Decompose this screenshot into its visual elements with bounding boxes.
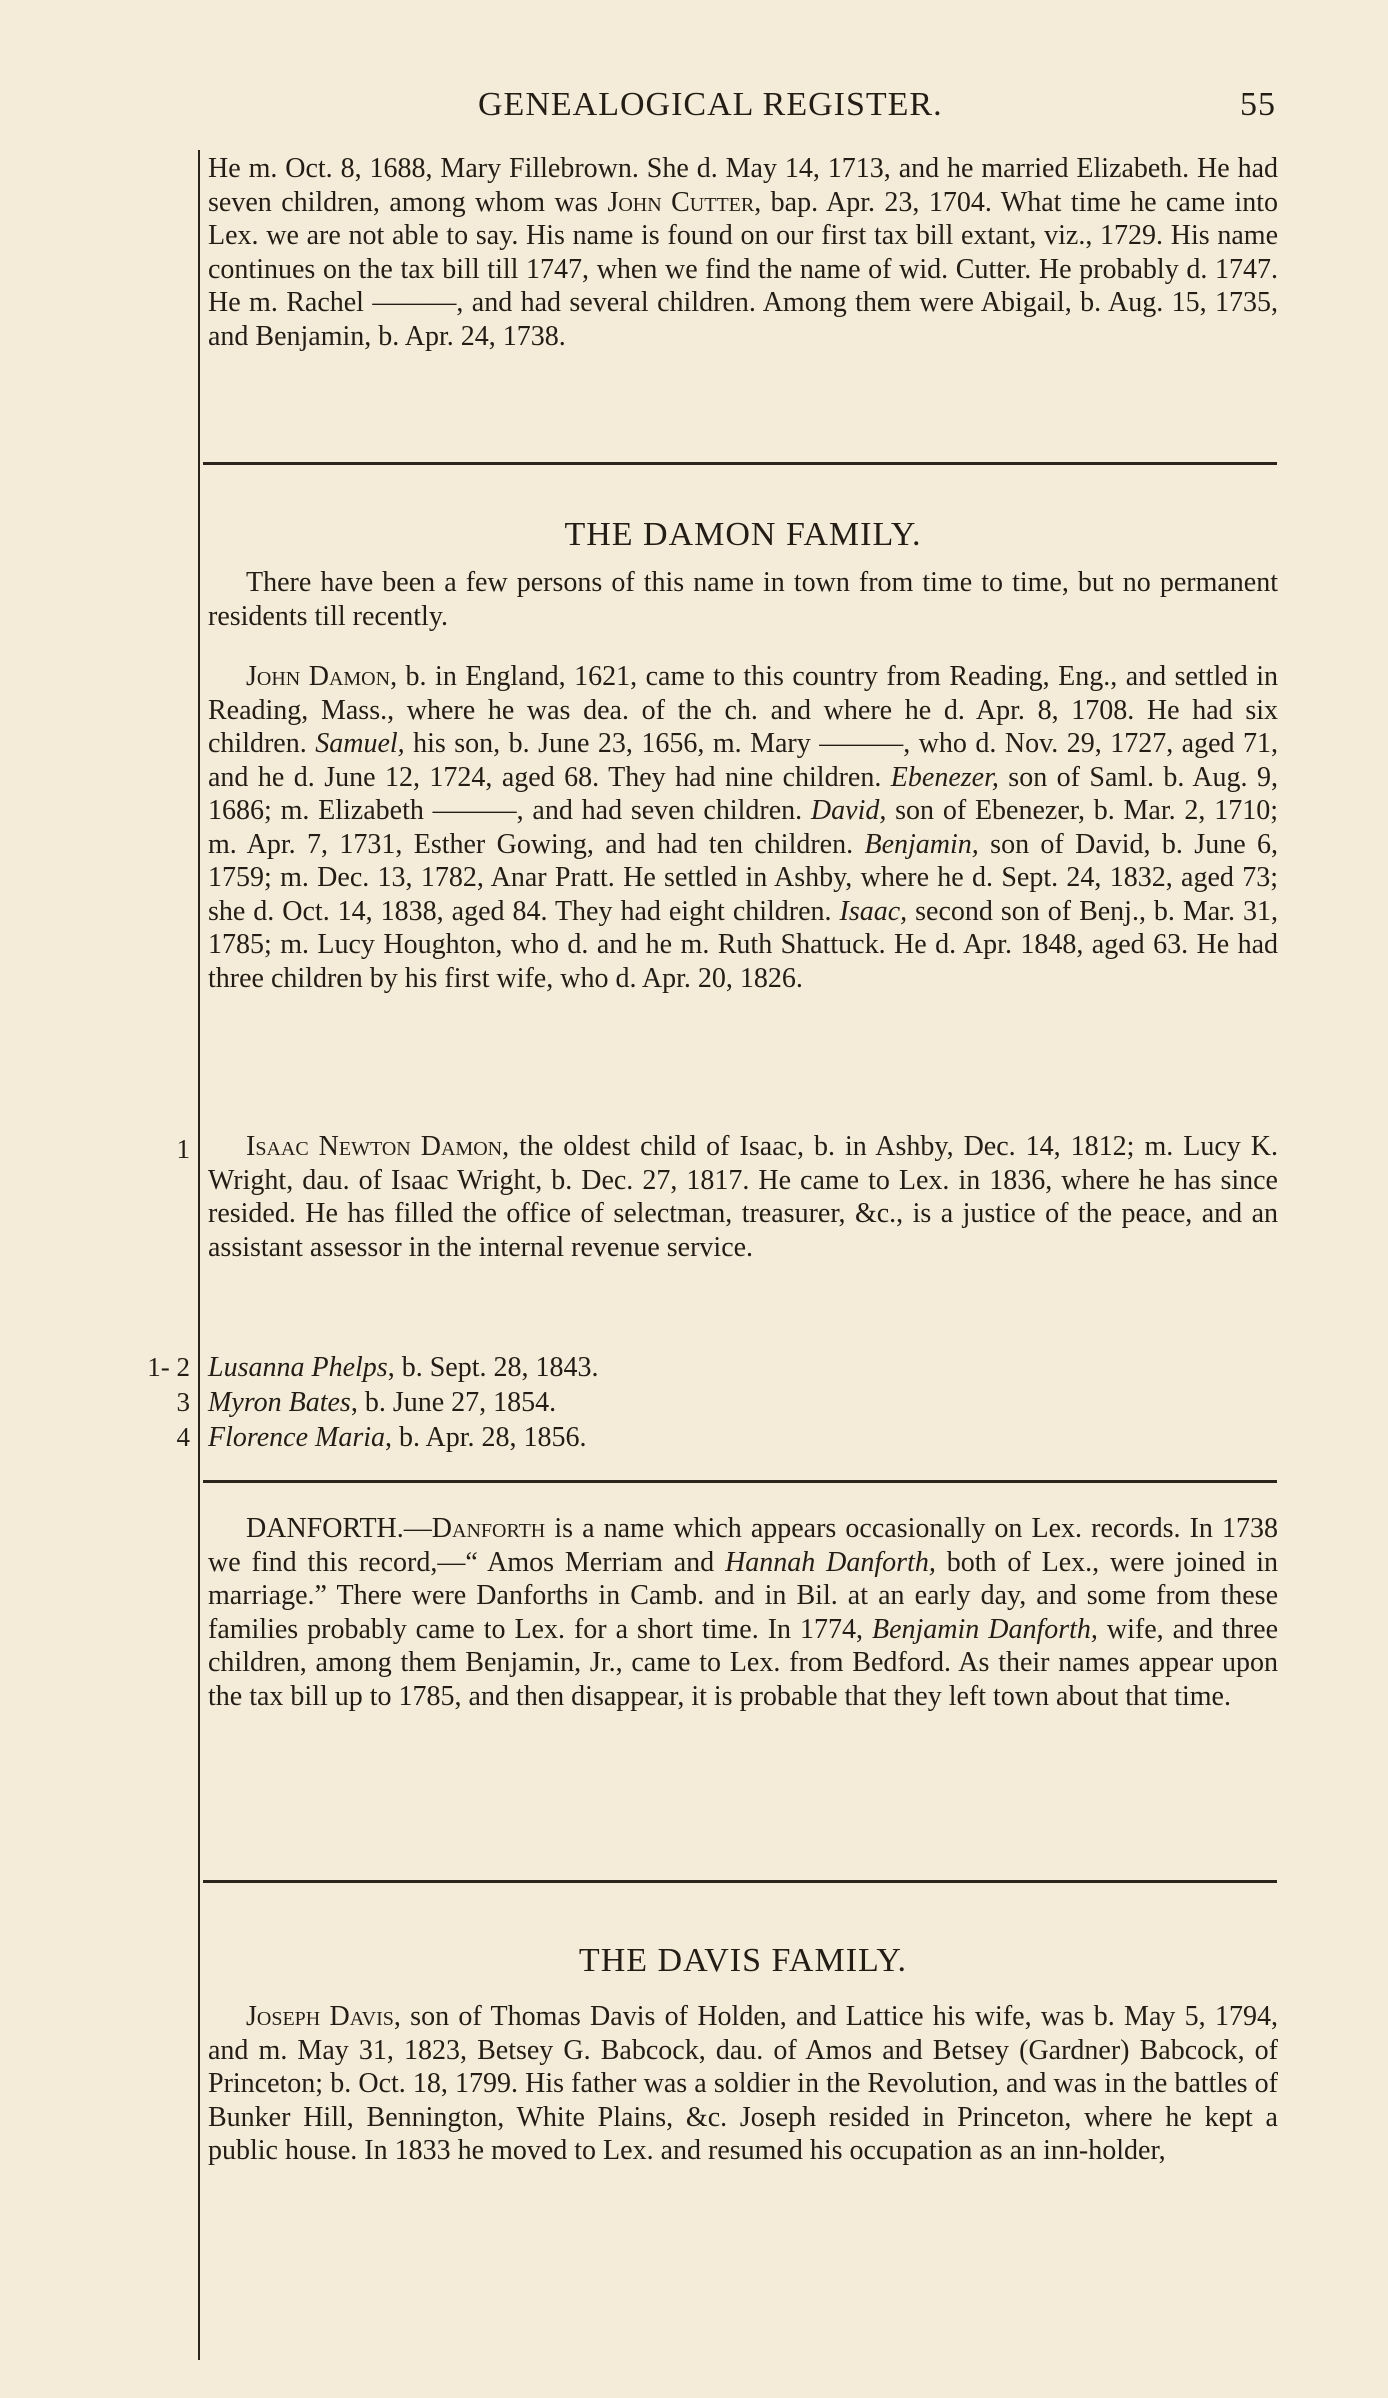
davis-family-heading: THE DAVIS FAMILY.: [578, 1942, 908, 1979]
damon-intro-paragraph: There have been a few persons of this name in town from time to time, but no permanent residents till recently.: [208, 567, 1278, 632]
person-name: John Damon: [246, 661, 391, 692]
children-numbers: 1- 2 3 4: [147, 1352, 190, 1452]
section-divider: [203, 1880, 1277, 1883]
person-name: John Cutter: [607, 186, 755, 218]
margin-rule: [198, 150, 200, 2360]
running-header: [478, 86, 1276, 136]
list-item: Florence Maria, b. Apr. 28, 1856.: [208, 1422, 587, 1453]
danforth-paragraph: DANFORTH.—Danforth is a name which appears occasionally on Lex. records. In 1738 we find this record,—“ Amos Merriam and Hannah Danforth, both of Lex., were joined in marriage.” There were Danforths in Camb. and in Bil. at an early day, and some from these families probably came to Lex. for a short time. In 1774, Benjamin Danforth, wife, and three children, among them Benjamin, Jr., came to Lex. from Bedford. As their names appear upon the tax bill up to 1785, and then disappear, it is probable that they left town about that time.: [208, 1513, 1278, 1712]
section-divider: [203, 1480, 1277, 1483]
running-title: GENEALOGICAL REGISTER.: [478, 86, 943, 123]
list-item: Lusanna Phelps, b. Sept. 28, 1843.: [208, 1352, 599, 1383]
damon-lineage-paragraph: John Damon, b. in England, 1621, came to this country from Reading, Eng., and settled in Reading, Mass., where he was dea. of the ch. and where he d. Apr. 8, 1708. He had six children. Samuel, his son, b. June 23, 1656, m. Mary ———, who d. Nov. 29, 1727, aged 71, and he d. June 12, 1724, aged 68. They had nine children. Ebenezer, son of Saml. b. Aug. 9, 1686; m. Elizabeth ———, and had seven children. David, son of Ebenezer, b. Mar. 2, 1710; m. Apr. 7, 1731, Esther Gowing, and had ten children. Benjamin, son of David, b. June 6, 1759; m. Dec. 13, 1782, Anar Pratt. He settled in Ashby, where he d. Sept. 24, 1832, aged 73; she d. Oct. 14, 1838, aged 84. They had eight children. Isaac, second son of Benj., b. Mar. 31, 1785; m. Lucy Houghton, who d. and he m. Ruth Shattuck. He d. Apr. 1848, aged 63. He had three children by his first wife, who d. Apr. 20, 1826.: [208, 661, 1279, 994]
cutter-continued-paragraph: He m. Oct. 8, 1688, Mary Fillebrown. She d. May 14, 1713, and he married Elizabeth. He had seven children, among whom was John Cutter, bap. Apr. 23, 1704. What time he came into Lex. we are not able to say. His name is found on our first tax bill extant, viz., 1729. His name continues on the tax bill till 1747, when we find the name of wid. Cutter. He probably d. 1747. He m. Rachel ———, and had several children. Among them were Abigail, b. Aug. 15, 1735, and Benjamin, b. Apr. 24, 1738.: [208, 153, 1278, 352]
damon-family-heading: THE DAMON FAMILY.: [564, 516, 922, 553]
joseph-davis-paragraph: Joseph Davis, son of Thomas Davis of Holden, and Lattice his wife, was b. May 5, 1794, and m. May 31, 1823, Betsey G. Babcock, dau. of Amos and Betsey (Gardner) Babcock, of Princeton; b. Oct. 18, 1799. His father was a soldier in the Revolution, and was in the battles of Bunker Hill, Bennington, White Plains, &c. Joseph resided in Princeton, where he kept a public house. In 1833 he moved to Lex. and resumed his occupation as an inn-holder,: [208, 2001, 1278, 2166]
person-name: Isaac Newton Damon: [246, 1131, 503, 1162]
children-list: [208, 1350, 1278, 1455]
person-name: Joseph Davis: [246, 2001, 394, 2032]
entry-number: 1: [176, 1134, 190, 1164]
isaac-newton-damon-paragraph: Isaac Newton Damon, the oldest child of Isaac, b. in Ashby, Dec. 14, 1812; m. Lucy K. Wright, dau. of Isaac Wright, b. Dec. 27, 1817. He came to Lex. in 1836, where he has since resided. He has filled the office of selectman, treasurer, &c., is a justice of the peace, and an assistant assessor in the internal revenue service.: [208, 1131, 1278, 1263]
section-divider: [203, 462, 1277, 465]
person-name: Danforth: [431, 1513, 546, 1544]
list-item: Myron Bates, b. June 27, 1854.: [208, 1387, 557, 1418]
page-number: 55: [1240, 86, 1276, 123]
